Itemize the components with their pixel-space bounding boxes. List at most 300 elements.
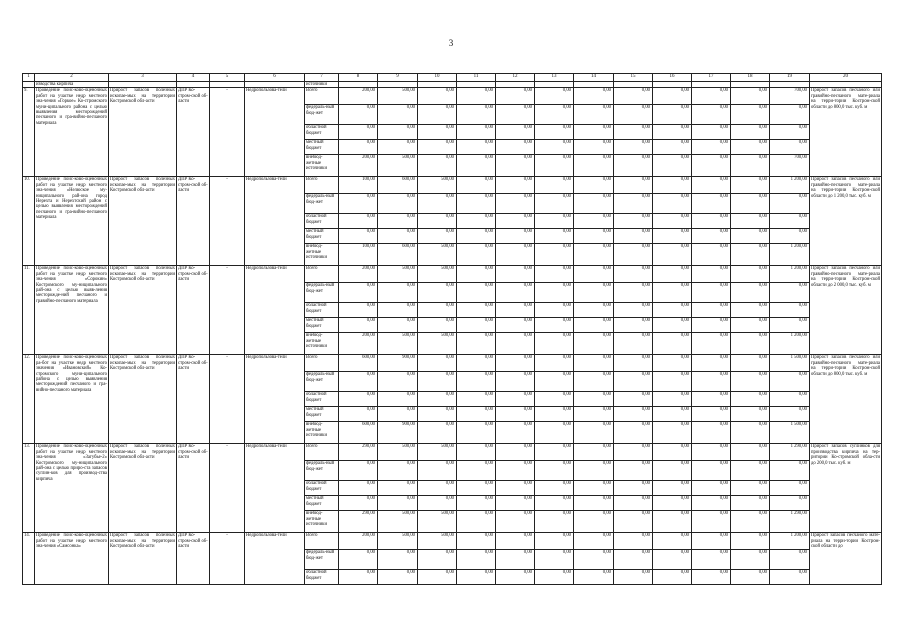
funding-value: 0,00: [731, 550, 770, 570]
funding-value: 0,00: [378, 392, 418, 407]
row-number: 14.: [23, 533, 35, 585]
co-executor: -: [210, 355, 245, 444]
funding-value: 0,00: [653, 355, 692, 372]
funding-value: 0,00: [378, 194, 418, 214]
funding-value: 0,00: [692, 244, 731, 266]
funding-value: 0,00: [339, 570, 378, 585]
funding-value: 0,00: [535, 214, 574, 229]
funding-value: 1 200,00: [770, 244, 810, 266]
funding-value: 0,00: [496, 392, 535, 407]
funding-value: 0,00: [457, 422, 496, 444]
funding-value: 500,00: [418, 266, 457, 283]
funding-value: 0,00: [614, 140, 653, 155]
expected-result: Прирост запасов полезных ископае-мых на территории Костромской обл-асти: [109, 266, 177, 355]
funding-value: 0,00: [653, 511, 692, 533]
funding-value: 0,00: [692, 318, 731, 333]
funding-value: 0,00: [574, 177, 614, 194]
funding-value: 500,00: [418, 177, 457, 194]
funding-value: 0,00: [418, 407, 457, 422]
funding-source: местный бюджет: [305, 318, 339, 333]
program-table: [22, 73, 882, 585]
funding-value: 0,00: [653, 140, 692, 155]
measure-name: Проведение поис-ково-оценочных работ на участке недр местного зна-чения «Нелюское му-ниципального рай-она город Нерехта и Нерехтский район с целью выявления месторождений песчаного и гра-вийно-песчаного материала: [35, 177, 109, 266]
funding-value: 100,00: [339, 177, 378, 194]
funding-value: 0,00: [653, 407, 692, 422]
funding-value: 0,00: [418, 422, 457, 444]
funding-value: 500,00: [418, 333, 457, 355]
funding-value: 0,00: [457, 303, 496, 318]
funding-value: 0,00: [692, 88, 731, 105]
funding-value: 0,00: [770, 481, 810, 496]
funding-value: 0,00: [496, 105, 535, 125]
funding-value: 0,00: [614, 244, 653, 266]
funding-value: 500,00: [418, 444, 457, 461]
funding-value: 0,00: [496, 333, 535, 355]
funding-value: 0,00: [574, 533, 614, 550]
funding-value: 0,00: [692, 125, 731, 140]
funding-value: 0,00: [535, 140, 574, 155]
funding-value: 0,00: [496, 125, 535, 140]
funding-value: 0,00: [770, 392, 810, 407]
funding-value: 0,00: [574, 266, 614, 283]
participants: Недропользова-тели: [245, 533, 305, 585]
funding-value: 0,00: [653, 88, 692, 105]
funding-value: 0,00: [457, 372, 496, 392]
funding-value: 0,00: [614, 372, 653, 392]
funding-value: 0,00: [457, 511, 496, 533]
funding-value: 0,00: [339, 481, 378, 496]
funding-value: 0,00: [731, 372, 770, 392]
funding-value: 0,00: [614, 570, 653, 585]
table-row: [23, 533, 882, 550]
continued-name-cell: изводства кирпича: [35, 82, 109, 88]
funding-value: 0,00: [496, 407, 535, 422]
header-cell: 1: [23, 74, 35, 82]
funding-value: 0,00: [378, 372, 418, 392]
funding-value: 1 290,00: [770, 511, 810, 533]
funding-value: 0,00: [574, 511, 614, 533]
target-indicator: Прирост запасов песчаного или гравийно-песчаного мате-риала на терри-тории Костром-ской области до 1 200,0 тыс. куб. м: [810, 177, 882, 266]
funding-source: внебюд-жетные источники: [305, 422, 339, 444]
expected-result: Прирост запасов полезных ископае-мых на территории Костромской обл-асти: [109, 355, 177, 444]
measure-name: Проведение поис-ково-оценочных ра-бот на участке недр местного значения «Ивановский» Ко-стромского муни-ципального района с целью выявления месторождений песчаного и гра-вийно-песчаного материала: [35, 355, 109, 444]
funding-value: 0,00: [535, 177, 574, 194]
funding-value: 0,00: [731, 244, 770, 266]
funding-value: 0,00: [418, 392, 457, 407]
funding-value: 0,00: [339, 392, 378, 407]
expected-result: Прирост запасов полезных ископае-мых на территории Костромской обл-асти: [109, 444, 177, 533]
funding-value: 0,00: [457, 177, 496, 194]
table-row: [23, 88, 882, 105]
funding-value: 0,00: [496, 444, 535, 461]
funding-value: 0,00: [614, 407, 653, 422]
funding-value: 290,00: [339, 444, 378, 461]
funding-value: 0,00: [457, 155, 496, 177]
funding-value: 0,00: [731, 422, 770, 444]
funding-value: 0,00: [731, 392, 770, 407]
funding-value: 0,00: [378, 214, 418, 229]
funding-value: 0,00: [339, 194, 378, 214]
funding-value: 0,00: [339, 407, 378, 422]
funding-value: 0,00: [731, 333, 770, 355]
funding-value: 700,00: [770, 155, 810, 177]
funding-value: 0,00: [692, 355, 731, 372]
funding-value: 0,00: [614, 125, 653, 140]
funding-source: Всего: [305, 355, 339, 372]
funding-source: Всего: [305, 266, 339, 283]
funding-value: 0,00: [535, 533, 574, 550]
funding-value: 0,00: [496, 194, 535, 214]
funding-value: 0,00: [692, 372, 731, 392]
funding-value: 0,00: [574, 194, 614, 214]
funding-value: 0,00: [692, 140, 731, 155]
funding-source: областной бюджет: [305, 214, 339, 229]
funding-value: 0,00: [535, 392, 574, 407]
funding-value: 0,00: [457, 481, 496, 496]
funding-value: 0,00: [614, 229, 653, 244]
funding-value: 0,00: [770, 283, 810, 303]
funding-value: 0,00: [653, 496, 692, 511]
funding-source: Всего: [305, 88, 339, 105]
funding-value: 500,00: [378, 511, 418, 533]
funding-value: 0,00: [418, 461, 457, 481]
executor: ДПР Ко-стром-ской об-ласти: [177, 177, 210, 266]
funding-value: 0,00: [378, 303, 418, 318]
target-indicator: Прирост запасов суглинков для производства кирпича на тер-ритории Ко-стромской обла-сти до 200,0 тыс. куб. м: [810, 444, 882, 533]
header-cell: 12: [496, 74, 535, 82]
funding-value: 0,00: [378, 229, 418, 244]
funding-value: 0,00: [574, 303, 614, 318]
funding-value: 0,00: [535, 333, 574, 355]
funding-value: 0,00: [653, 229, 692, 244]
funding-value: 0,00: [418, 229, 457, 244]
funding-value: 0,00: [653, 333, 692, 355]
funding-value: 0,00: [418, 105, 457, 125]
funding-value: 0,00: [653, 105, 692, 125]
row-number: 13.: [23, 444, 35, 533]
funding-value: 0,00: [731, 105, 770, 125]
funding-value: 0,00: [614, 266, 653, 283]
funding-value: 0,00: [535, 266, 574, 283]
funding-value: 0,00: [574, 355, 614, 372]
funding-value: 0,00: [535, 511, 574, 533]
funding-source: внебюд-жетные источники: [305, 333, 339, 355]
funding-value: 0,00: [770, 229, 810, 244]
funding-value: 0,00: [574, 407, 614, 422]
funding-value: 0,00: [535, 444, 574, 461]
funding-value: 0,00: [653, 570, 692, 585]
funding-value: 0,00: [339, 229, 378, 244]
funding-value: 0,00: [496, 372, 535, 392]
funding-value: 0,00: [574, 155, 614, 177]
funding-value: 0,00: [496, 155, 535, 177]
funding-source: внебюд-жетные источники: [305, 244, 339, 266]
funding-value: 0,00: [653, 481, 692, 496]
funding-value: 0,00: [378, 570, 418, 585]
funding-value: 0,00: [378, 461, 418, 481]
funding-value: 0,00: [535, 422, 574, 444]
funding-value: 0,00: [770, 461, 810, 481]
row-number: 12.: [23, 355, 35, 444]
funding-value: 600,00: [339, 355, 378, 372]
funding-value: 0,00: [496, 511, 535, 533]
participants: Недропользова-тели: [245, 444, 305, 533]
funding-source: федераль-ный бюд-жет: [305, 550, 339, 570]
table-row: [23, 177, 882, 194]
funding-value: 0,00: [535, 318, 574, 333]
funding-value: 0,00: [418, 194, 457, 214]
funding-value: 0,00: [574, 496, 614, 511]
header-cell: 10: [418, 74, 457, 82]
header-cell: 6: [245, 74, 305, 82]
funding-value: 0,00: [418, 283, 457, 303]
funding-value: 0,00: [418, 88, 457, 105]
funding-value: 0,00: [535, 407, 574, 422]
funding-value: 0,00: [692, 550, 731, 570]
funding-source: областной бюджет: [305, 570, 339, 585]
funding-value: 0,00: [535, 481, 574, 496]
funding-value: 0,00: [339, 214, 378, 229]
funding-value: 1 200,00: [770, 177, 810, 194]
funding-value: 1 200,00: [770, 333, 810, 355]
funding-value: 0,00: [378, 318, 418, 333]
funding-value: 0,00: [535, 194, 574, 214]
funding-value: 0,00: [457, 355, 496, 372]
funding-value: 0,00: [770, 214, 810, 229]
funding-value: 0,00: [574, 550, 614, 570]
funding-value: 0,00: [574, 333, 614, 355]
funding-value: 0,00: [496, 570, 535, 585]
funding-value: 0,00: [614, 392, 653, 407]
funding-value: 0,00: [574, 461, 614, 481]
header-cell: 11: [457, 74, 496, 82]
funding-value: 600,00: [378, 177, 418, 194]
funding-value: 0,00: [378, 481, 418, 496]
funding-value: 1 500,00: [770, 422, 810, 444]
funding-value: 200,00: [339, 333, 378, 355]
funding-value: 0,00: [692, 407, 731, 422]
funding-value: 0,00: [692, 333, 731, 355]
funding-value: 0,00: [457, 550, 496, 570]
header-cell: 13: [535, 74, 574, 82]
funding-value: 0,00: [731, 461, 770, 481]
funding-value: 0,00: [614, 194, 653, 214]
funding-source: областной бюджет: [305, 303, 339, 318]
funding-value: 0,00: [378, 105, 418, 125]
funding-value: 0,00: [457, 533, 496, 550]
funding-value: 0,00: [496, 244, 535, 266]
funding-source: федераль-ный бюд-жет: [305, 461, 339, 481]
funding-value: 0,00: [535, 244, 574, 266]
funding-value: 0,00: [457, 570, 496, 585]
funding-value: 600,00: [378, 244, 418, 266]
funding-value: 0,00: [653, 318, 692, 333]
header-cell: 19: [770, 74, 810, 82]
funding-value: 0,00: [496, 177, 535, 194]
funding-value: 0,00: [535, 155, 574, 177]
executor: ДПР Ко-стром-ской об-ласти: [177, 266, 210, 355]
co-executor: -: [210, 266, 245, 355]
funding-source: местный бюджет: [305, 407, 339, 422]
funding-value: 0,00: [496, 88, 535, 105]
funding-value: 0,00: [535, 88, 574, 105]
funding-value: 0,00: [574, 372, 614, 392]
co-executor: -: [210, 533, 245, 585]
funding-value: 0,00: [692, 229, 731, 244]
funding-value: 0,00: [770, 140, 810, 155]
funding-value: 0,00: [692, 194, 731, 214]
funding-source: федераль-ный бюд-жет: [305, 194, 339, 214]
funding-value: 0,00: [614, 155, 653, 177]
funding-value: 0,00: [574, 481, 614, 496]
funding-source: Всего: [305, 177, 339, 194]
funding-value: 0,00: [457, 88, 496, 105]
header-cell: 9: [378, 74, 418, 82]
funding-value: 0,00: [653, 533, 692, 550]
header-cell: 4: [177, 74, 210, 82]
funding-value: 0,00: [731, 283, 770, 303]
funding-value: 1 500,00: [770, 355, 810, 372]
funding-value: 0,00: [418, 355, 457, 372]
funding-value: 0,00: [614, 214, 653, 229]
header-cell: 5: [210, 74, 245, 82]
funding-value: 0,00: [692, 511, 731, 533]
funding-value: 0,00: [535, 496, 574, 511]
funding-value: 0,00: [496, 533, 535, 550]
funding-value: 0,00: [731, 229, 770, 244]
funding-value: 0,00: [339, 496, 378, 511]
funding-value: 0,00: [731, 407, 770, 422]
co-executor: -: [210, 444, 245, 533]
funding-value: 0,00: [574, 570, 614, 585]
funding-value: 0,00: [574, 88, 614, 105]
funding-value: 0,00: [339, 461, 378, 481]
participants: Недропользова-тели: [245, 355, 305, 444]
row-number: 11.: [23, 266, 35, 355]
funding-value: 0,00: [770, 570, 810, 585]
funding-source: областной бюджет: [305, 392, 339, 407]
funding-value: 0,00: [614, 303, 653, 318]
funding-source: местный бюджет: [305, 496, 339, 511]
executor: ДПР Ко-стром-ской об-ласти: [177, 533, 210, 585]
funding-value: 0,00: [614, 511, 653, 533]
funding-value: 0,00: [418, 570, 457, 585]
funding-value: 0,00: [574, 214, 614, 229]
funding-value: 700,00: [770, 88, 810, 105]
funding-value: 0,00: [496, 140, 535, 155]
row-number: 9.: [23, 88, 35, 177]
header-cell: 16: [653, 74, 692, 82]
funding-value: 0,00: [692, 422, 731, 444]
funding-value: 0,00: [496, 461, 535, 481]
header-cell: 3: [109, 74, 177, 82]
funding-value: 0,00: [653, 444, 692, 461]
funding-value: 0,00: [653, 177, 692, 194]
funding-value: 0,00: [457, 333, 496, 355]
table-row: [23, 355, 882, 372]
funding-value: 0,00: [339, 372, 378, 392]
funding-value: 0,00: [574, 105, 614, 125]
funding-value: 0,00: [457, 392, 496, 407]
funding-value: 0,00: [692, 283, 731, 303]
funding-value: 0,00: [731, 155, 770, 177]
funding-value: 1 200,00: [770, 533, 810, 550]
co-executor: -: [210, 177, 245, 266]
funding-value: 0,00: [653, 266, 692, 283]
funding-value: 0,00: [692, 533, 731, 550]
funding-value: 0,00: [614, 533, 653, 550]
funding-source: областной бюджет: [305, 481, 339, 496]
funding-value: 0,00: [418, 155, 457, 177]
funding-value: 200,00: [339, 88, 378, 105]
funding-value: 0,00: [770, 105, 810, 125]
co-executor: -: [210, 88, 245, 177]
funding-value: 0,00: [731, 570, 770, 585]
funding-value: 0,00: [731, 444, 770, 461]
funding-value: 200,00: [339, 533, 378, 550]
funding-value: 600,00: [339, 422, 378, 444]
funding-value: 0,00: [418, 550, 457, 570]
funding-value: 0,00: [418, 140, 457, 155]
table-row: [23, 444, 882, 461]
funding-value: 0,00: [457, 105, 496, 125]
funding-value: 0,00: [418, 496, 457, 511]
measure-name: Проведение поис-ково-оценочных работ на участке недр местного зна-чения «Загубье-2» Костромского му-ниципального рай-она с целью приро-ста запасов суглин-ков для производ-ства кирпича: [35, 444, 109, 533]
participants: Недропользова-тели: [245, 88, 305, 177]
funding-value: 0,00: [457, 125, 496, 140]
funding-value: 0,00: [339, 318, 378, 333]
funding-value: 0,00: [418, 303, 457, 318]
funding-value: 0,00: [535, 461, 574, 481]
funding-value: 0,00: [378, 407, 418, 422]
funding-value: 500,00: [378, 533, 418, 550]
header-row: [23, 74, 882, 82]
funding-value: 0,00: [496, 266, 535, 283]
funding-source: Всего: [305, 533, 339, 550]
funding-value: 0,00: [535, 105, 574, 125]
funding-value: 0,00: [770, 372, 810, 392]
funding-value: 0,00: [574, 140, 614, 155]
funding-value: 500,00: [378, 155, 418, 177]
funding-value: 0,00: [653, 550, 692, 570]
funding-value: 0,00: [653, 422, 692, 444]
funding-value: 0,00: [535, 125, 574, 140]
funding-source: внебюд-жетные источники: [305, 511, 339, 533]
funding-value: 0,00: [692, 461, 731, 481]
funding-value: 500,00: [378, 266, 418, 283]
funding-value: 0,00: [457, 461, 496, 481]
funding-value: 0,00: [418, 372, 457, 392]
funding-value: 0,00: [692, 105, 731, 125]
target-indicator: Прирост запасов песчаного или гравийно-песчаного мате-риала на терри-тории Костром-ской области до 800,0 тыс. куб. м: [810, 355, 882, 444]
funding-value: 0,00: [614, 105, 653, 125]
funding-value: 0,00: [731, 496, 770, 511]
funding-value: 0,00: [614, 283, 653, 303]
header-cell: 2: [35, 74, 109, 82]
funding-value: 0,00: [614, 550, 653, 570]
funding-value: 0,00: [378, 125, 418, 140]
funding-source: федераль-ный бюд-жет: [305, 105, 339, 125]
funding-value: 0,00: [692, 177, 731, 194]
funding-value: 0,00: [457, 266, 496, 283]
funding-value: 0,00: [496, 550, 535, 570]
funding-value: 200,00: [339, 266, 378, 283]
funding-value: 0,00: [339, 105, 378, 125]
funding-value: 0,00: [614, 496, 653, 511]
target-indicator: Прирост запасов песчаного или гравийно-песчаного мате-риала на терри-тории Костром-ской области до 800,0 тыс. куб. м: [810, 88, 882, 177]
funding-value: 0,00: [496, 214, 535, 229]
funding-value: 100,00: [339, 244, 378, 266]
